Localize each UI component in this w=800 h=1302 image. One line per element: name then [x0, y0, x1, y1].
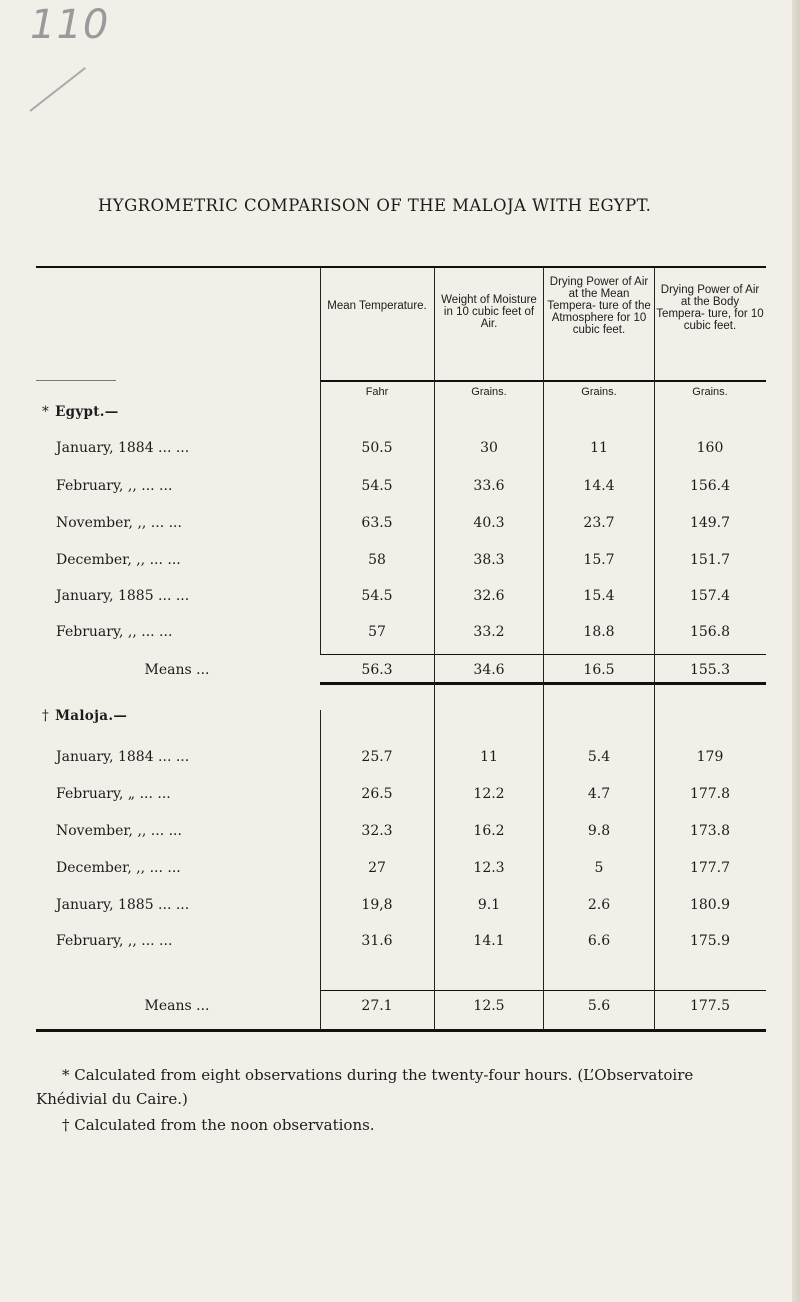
- col-header-weight-moisture: Weight of Moisture in 10 cubic feet of Air.: [441, 294, 537, 330]
- egypt-mean-cell: 16.5: [583, 662, 615, 678]
- egypt-mean-cell: 34.6: [473, 662, 505, 678]
- cell: 32.6: [473, 588, 505, 604]
- unit-grains-3: Grains.: [692, 386, 728, 398]
- pencil-annotation: 110: [30, 2, 110, 48]
- cell: 25.7: [361, 749, 393, 765]
- cell: 26.5: [361, 786, 393, 802]
- cell: 15.4: [583, 588, 615, 604]
- row-label: November, ,, ... ...: [56, 515, 182, 531]
- footnote-maloja: † Calculated from the noon observations.: [62, 1116, 375, 1134]
- cell: 18.8: [583, 624, 615, 640]
- cell: 54.5: [361, 478, 393, 494]
- cell: 14.1: [473, 933, 505, 949]
- unit-grains-2: Grains.: [581, 386, 617, 398]
- cell: 6.6: [587, 933, 611, 949]
- cell: 180.9: [689, 897, 731, 913]
- maloja-mean-cell: 5.6: [587, 998, 611, 1014]
- maloja-mean-cell: 27.1: [361, 998, 393, 1014]
- cell: 14.4: [583, 478, 615, 494]
- col-header-mean-temperature: Mean Temperature.: [327, 300, 427, 312]
- maloja-footnote-symbol: †: [42, 708, 50, 724]
- cell: 33.2: [473, 624, 505, 640]
- cell: 9.1: [477, 897, 501, 913]
- footnote-egypt-continued: Khédivial du Caire.): [36, 1090, 188, 1108]
- row-label: January, 1884 ... ...: [56, 749, 190, 765]
- maloja-mean-cell: 177.5: [689, 998, 731, 1014]
- pencil-stroke: [30, 67, 86, 111]
- cell: 151.7: [689, 552, 731, 568]
- egypt-means-label: Means ...: [144, 662, 210, 678]
- maloja-means-label: Means ...: [144, 998, 210, 1014]
- section-maloja: [42, 708, 127, 724]
- cell: 177.8: [689, 786, 731, 802]
- maloja-label: Maloja.—: [55, 708, 128, 724]
- cell: 31.6: [361, 933, 393, 949]
- cell: 27: [368, 860, 386, 876]
- col-rule-2: [434, 268, 435, 1030]
- row-label: February, ,, ... ...: [56, 933, 173, 949]
- col-header-drying-body: Drying Power of Air at the Body Tempera- ture, for 10 cubic feet.: [656, 284, 764, 332]
- egypt-footnote-symbol: *: [42, 404, 50, 420]
- row-label: February, ,, ... ...: [56, 478, 173, 494]
- cell: 54.5: [361, 588, 393, 604]
- row-label: February, ,, ... ...: [56, 624, 173, 640]
- footnote-egypt: * Calculated from eight observations during the twenty-four hours. (L’Observatoire: [62, 1066, 694, 1084]
- cell: 63.5: [361, 515, 393, 531]
- cell: 40.3: [473, 515, 505, 531]
- cell: 33.6: [473, 478, 505, 494]
- cell: 38.3: [473, 552, 505, 568]
- row-label: December, ,, ... ...: [56, 552, 181, 568]
- cell: 9.8: [587, 823, 611, 839]
- cell: 179: [696, 749, 724, 765]
- col-rule-3: [543, 268, 544, 1030]
- page-title: HYGROMETRIC COMPARISON OF THE MALOJA WITH EGYPT.: [98, 196, 652, 215]
- cell: 23.7: [583, 515, 615, 531]
- cell: 15.7: [583, 552, 615, 568]
- cell: 177.7: [689, 860, 731, 876]
- cell: 58: [368, 552, 386, 568]
- table-top-rule: [36, 266, 766, 268]
- cell: 173.8: [689, 823, 731, 839]
- cell: 12.3: [473, 860, 505, 876]
- cell: 12.2: [473, 786, 505, 802]
- egypt-mean-cell: 155.3: [689, 662, 731, 678]
- page-edge: [792, 0, 800, 1302]
- unit-grains-1: Grains.: [471, 386, 507, 398]
- cell: 4.7: [587, 786, 611, 802]
- cell: 30: [480, 440, 498, 456]
- cell: 156.8: [689, 624, 731, 640]
- row-label: January, 1885 ... ...: [56, 897, 190, 913]
- maloja-mean-cell: 12.5: [473, 998, 505, 1014]
- row-label: January, 1884 ... ...: [56, 440, 190, 456]
- cell: 157.4: [689, 588, 731, 604]
- data-table: [36, 266, 766, 1032]
- cell: 5: [594, 860, 604, 876]
- cell: 160: [696, 440, 724, 456]
- row-label: November, ,, ... ...: [56, 823, 182, 839]
- row-label: February, „ ... ...: [56, 786, 171, 802]
- cell: 5.4: [587, 749, 611, 765]
- header-partial-rule: [36, 380, 116, 381]
- cell: 156.4: [689, 478, 731, 494]
- cell: 16.2: [473, 823, 505, 839]
- cell: 175.9: [689, 933, 731, 949]
- cell: 32.3: [361, 823, 393, 839]
- col-rule-1a: [320, 268, 321, 654]
- cell: 149.7: [689, 515, 731, 531]
- cell: 19,8: [361, 897, 393, 913]
- section-egypt: [42, 404, 119, 420]
- col-rule-1b: [320, 710, 321, 1030]
- egypt-mean-cell: 56.3: [361, 662, 393, 678]
- egypt-label: Egypt.—: [55, 404, 119, 420]
- unit-fahr: Fahr: [365, 386, 389, 398]
- col-rule-4: [654, 268, 655, 1030]
- row-label: January, 1885 ... ...: [56, 588, 190, 604]
- table-bottom-rule: [36, 1029, 766, 1032]
- cell: 50.5: [361, 440, 393, 456]
- row-label: December, ,, ... ...: [56, 860, 181, 876]
- cell: 2.6: [587, 897, 611, 913]
- cell: 11: [480, 749, 498, 765]
- col-header-drying-mean: Drying Power of Air at the Mean Tempera- ture of the Atmosphere for 10 cubic feet.: [547, 276, 651, 336]
- cell: 11: [590, 440, 608, 456]
- cell: 57: [368, 624, 386, 640]
